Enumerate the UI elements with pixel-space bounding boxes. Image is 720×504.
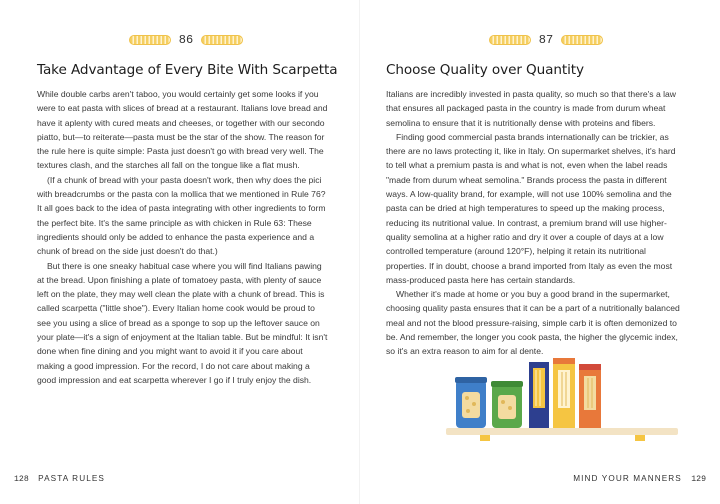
shelf-bracket [480, 435, 490, 441]
page-number: 86 [178, 33, 194, 47]
pasta-strip-icon [489, 35, 531, 45]
paragraph: While double carbs aren't taboo, you would certainly get some looks if you were to eat pasta with slices of bread at a restaurant. Italians love bread and have it aplenty with cured meats and cheeses, or together with our secondo piatto, but—to reiterate—pasta must be the star of the show. The reason for the rule here is quite simple: Pasta just doesn't go with bread very well. The textures clash, and the starches all fall on the tongue like a flat mush. [37, 89, 328, 171]
page-number: 87 [538, 33, 554, 47]
footer-book-title: PASTA RULES [38, 474, 105, 483]
footer-section-title: MIND YOUR MANNERS [573, 474, 682, 483]
pasta-strip-icon [201, 35, 243, 45]
body-text [37, 87, 329, 387]
right-page [360, 0, 720, 504]
paragraph: Finding good commercial pasta brands internationally can be trickier, as there are no laws protecting it, like in Italy. On supermarket shelves, it's hard to tell what a premium pasta is and what is not, even when the label reads "made from durum wheat semolina." Brands process the pasta in different ways. A low-quality brand, for example, will not use 100% semolina and the pasta can be dried at high temperatures to speed up the making process, reducing its nutritional value. In contrast, a premium brand will use higher-quality semolina at a higher ratio and dry it over a couple of days at a low controlled temperature (around 120°F), helping it retain its nutritional properties. If in doubt, choose a brand imported from Italy as even the most mass-produced pasta here has certain standards. [386, 131, 676, 285]
page-number-header [489, 31, 603, 49]
pasta-box-yellow [553, 358, 575, 428]
pasta-packages-illustration [440, 350, 690, 445]
footer-page-number: 129 [691, 475, 706, 484]
body-text [386, 87, 683, 359]
pasta-strip-icon [561, 35, 603, 45]
pasta-box-navy [529, 362, 549, 428]
page-footer [573, 474, 706, 484]
pasta-bag-blue [455, 377, 487, 428]
pasta-bag-green [491, 381, 523, 428]
section-heading: Take Advantage of Every Bite With Scarpetta [37, 62, 338, 78]
paragraph: (If a chunk of bread with your pasta doesn't work, then why does the pici with breadcrumbs or the pasta con la mollica that we mentioned in Rule 76? It all goes back to the idea of pasta integrating with other ingredients to form the perfect bite. It's the same principle as with chicken in Rule 63: These ingredients should only be added to enhance the pasta experience and a chunk of bread on the side just doesn't do that.) [37, 174, 326, 257]
shelf [446, 428, 678, 435]
page-number-header [129, 31, 243, 49]
shelf-bracket [635, 435, 645, 441]
paragraph: But there is one sneaky habitual case where you will find Italians pawing at the bread. Upon finishing a plate of tomatoey pasta, with plenty of sauce left on the plate, they may well clean the plate with a chunk of bread. This is called scarpetta ("little shoe"). Every Italian home cook would be proud to see you using a slice of bread as a sponge to sop up the leftover sauce on your plate—it's a sign of enjoyment at the Italian table. But be mindful: It isn't done when fine dining and you might want to avoid it if you care about making a good impression. For the record, I do not care about making a good impression and eat scarpetta wherever I go if I truly enjoy the dish. [37, 260, 328, 385]
pasta-box-orange [579, 364, 601, 428]
page-footer [14, 474, 105, 484]
footer-page-number: 128 [14, 475, 29, 484]
paragraph: Italians are incredibly invested in pasta quality, so much so that there's a law that ensures all packaged pasta in the country is made from durum wheat semolina to ensure that it is nutritionally dense with proteins and fibers. [386, 89, 677, 128]
paragraph: Whether it's made at home or you buy a good brand in the supermarket, choosing quality pasta ensures that it can be a part of a nutritionally balanced meal and not the blood pressure-raising, simple carb it is often demonized to be. And remember, the longer you cook pasta, the higher the glycemic index, so it's an extra reason to aim for al dente. [386, 289, 680, 357]
section-heading: Choose Quality over Quantity [386, 62, 584, 78]
pasta-strip-icon [129, 35, 171, 45]
